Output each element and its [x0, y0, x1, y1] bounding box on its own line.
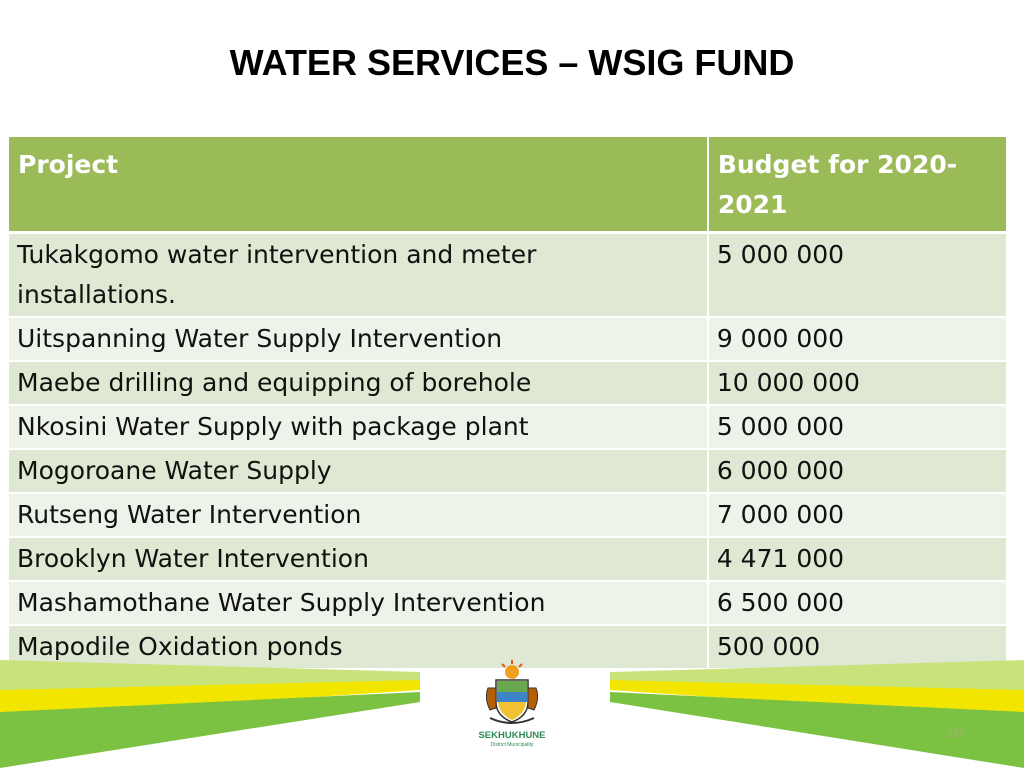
budget-cell: 6 500 000	[708, 581, 1006, 625]
project-name: Tukakgomo water intervention and meter installations.	[17, 240, 537, 309]
table-row	[9, 581, 1006, 625]
column-header-budget	[708, 137, 1006, 233]
budget-cell: 6 000 000	[708, 449, 1006, 493]
slide-title: WATER SERVICES – WSIG FUND	[229, 42, 795, 83]
table-row	[9, 493, 1006, 537]
table-row	[9, 537, 1006, 581]
table-row	[9, 317, 1006, 361]
budget-cell: 9 000 000	[708, 317, 1006, 361]
project-cell: Brooklyn Water Intervention	[9, 537, 708, 581]
project-cell	[9, 233, 708, 318]
page-number: 18	[946, 724, 964, 741]
project-cell: Nkosini Water Supply with package plant	[9, 405, 708, 449]
budget-table	[9, 137, 1006, 670]
project-cell: Rutseng Water Intervention	[9, 493, 708, 537]
project-cell: Maebe drilling and equipping of borehole	[9, 361, 708, 405]
table-row	[9, 405, 1006, 449]
project-cell: Mogoroane Water Supply	[9, 449, 708, 493]
project-cell: Mashamothane Water Supply Intervention	[9, 581, 708, 625]
budget-cell: 500 000	[708, 625, 1006, 669]
budget-header-label: Budget for 2020-2021	[717, 150, 958, 219]
project-cell: Mapodile Oxidation ponds	[9, 625, 708, 669]
column-header-project: Project	[9, 137, 708, 233]
logo-wordmark: SEKHUKHUNE	[478, 730, 546, 741]
budget-cell: 10 000 000	[708, 361, 1006, 405]
municipality-logo	[470, 658, 554, 750]
budget-cell: 5 000 000	[708, 405, 1006, 449]
table-header-row	[9, 137, 1006, 233]
budget-cell: 7 000 000	[708, 493, 1006, 537]
table-row	[9, 233, 1006, 318]
project-cell: Uitspanning Water Supply Intervention	[9, 317, 708, 361]
budget-cell: 4 471 000	[708, 537, 1006, 581]
coat-of-arms-shield-icon	[486, 680, 537, 723]
table-row	[9, 361, 1006, 405]
budget-cell: 5 000 000	[708, 233, 1006, 318]
sun-rays-icon	[502, 660, 522, 679]
table-row	[9, 449, 1006, 493]
logo-subtext: District Municipality	[490, 742, 534, 748]
